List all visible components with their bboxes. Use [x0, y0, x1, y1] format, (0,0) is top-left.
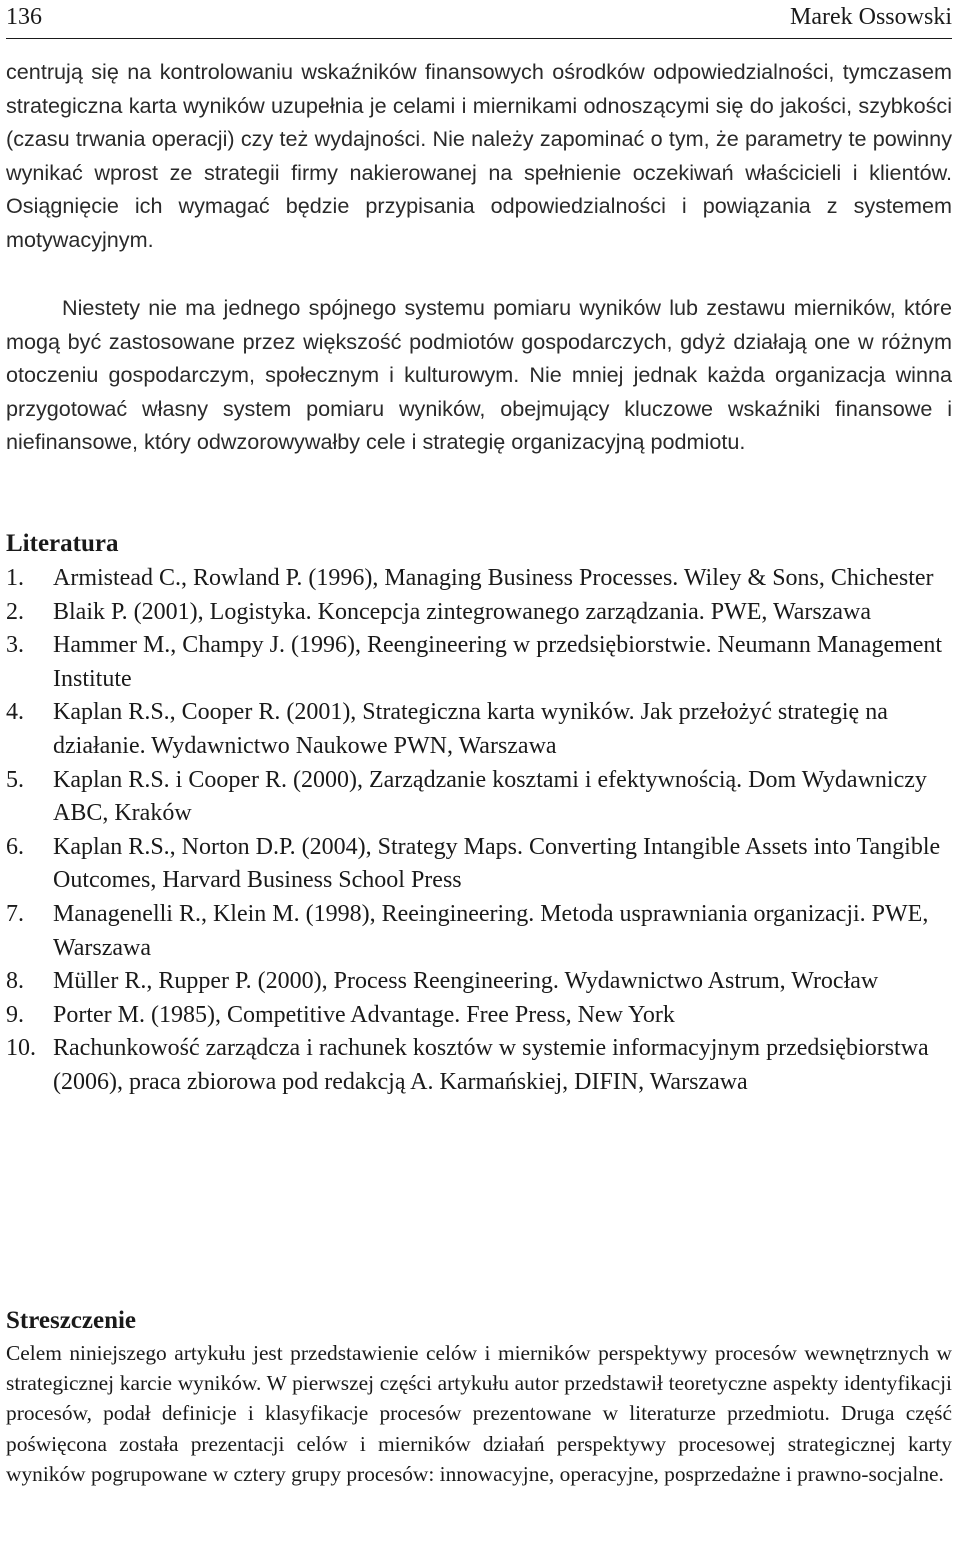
reference-text: Managenelli R., Klein M. (1998), Reeingineering. Metoda usprawniania organizacji. PWE, Warszawa: [53, 900, 929, 961]
reference-item: [6, 831, 952, 898]
reference-item: [6, 999, 952, 1033]
reference-item: [6, 562, 952, 596]
reference-item: [6, 696, 952, 763]
reference-number: 8.: [6, 968, 24, 995]
page-number: 136: [6, 4, 42, 30]
reference-item: [6, 629, 952, 696]
reference-item: [6, 1032, 952, 1099]
body-paragraph-1: [6, 55, 952, 256]
reference-number: 4.: [6, 699, 24, 726]
reference-list: [6, 562, 952, 1100]
reference-number: 5.: [6, 766, 24, 793]
reference-number: 7.: [6, 900, 24, 927]
reference-item: [6, 596, 952, 630]
reference-text: Blaik P. (2001), Logistyka. Koncepcja zintegrowanego zarządzania. PWE, Warszawa: [53, 598, 871, 625]
reference-text: Porter M. (1985), Competitive Advantage. Free Press, New York: [53, 1001, 675, 1028]
reference-item: [6, 965, 952, 999]
reference-item: [6, 764, 952, 831]
reference-number: 10.: [6, 1035, 36, 1062]
reference-text: Kaplan R.S., Norton D.P. (2004), Strategy Maps. Converting Intangible Assets into Tangible Outcomes, Harvard Business School Press: [53, 833, 941, 894]
reference-item: [6, 898, 952, 965]
reference-text: Müller R., Rupper P. (2000), Process Reengineering. Wydawnictwo Astrum, Wrocław: [53, 968, 879, 995]
abstract-heading: Streszczenie: [6, 1307, 137, 1334]
literature-heading: Literatura: [6, 530, 119, 557]
body-paragraph-2: [6, 291, 952, 459]
reference-text: Armistead C., Rowland P. (1996), Managing Business Processes. Wiley & Sons, Chichester: [53, 565, 934, 591]
reference-number: 6.: [6, 833, 24, 860]
reference-number: 2.: [6, 598, 24, 625]
reference-number: 3.: [6, 632, 24, 659]
paragraph-text: Niestety nie ma jednego spójnego systemu pomiaru wyników lub zestawu mierników, które mogą być zastosowane przez większość podmiotów gospodarczych, gdyż działają one w różnym otoczeniu gospodarczym, społecznym i kulturowym. Nie mniej jednak każda organizacja winna przygotować własny system pomiaru wyników, obejmujący kluczowe wskaźniki finansowe i niefinansowe, który odwzorowywałby cele i strategię organizacyjną podmiotu.: [6, 295, 952, 454]
running-header-author: Marek Ossowski: [790, 4, 952, 30]
reference-text: Kaplan R.S., Cooper R. (2001), Strategiczna karta wyników. Jak przełożyć strategię na działanie. Wydawnictwo Naukowe PWN, Warszawa: [53, 699, 888, 759]
reference-text: Rachunkowość zarządcza i rachunek kosztów w systemie informacyjnym przedsiębiorstwa (2006), praca zbiorowa pod redakcją A. Karmańskiej, DIFIN, Warszawa: [53, 1035, 929, 1095]
running-header: [6, 0, 952, 39]
paragraph-text: centrują się na kontrolowaniu wskaźników finansowych ośrodków odpowiedzialności, tymczasem strategiczna karta wyników uzupełnia je celami i miernikami odnoszącymi się do jakości, szybkości (czasu trwania operacji) czy też wydajności. Nie należy zapominać o tym, że parametry te powinny wynikać wprost ze strategii firmy nakierowanej na spełnienie oczekiwań właścicieli i klientów. Osiągnięcie ich wymagać będzie przypisania odpowiedzialności i powiązania z systemem motywacyjnym.: [6, 59, 952, 252]
reference-number: 1.: [6, 565, 24, 591]
reference-number: 9.: [6, 1001, 24, 1028]
reference-text: Kaplan R.S. i Cooper R. (2000), Zarządzanie kosztami i efektywnością. Dom Wydawniczy ABC, Kraków: [53, 766, 927, 827]
abstract-text: Celem niniejszego artykułu jest przedstawienie celów i mierników perspektywy procesów wewnętrznych w strategicznej karcie wyników. W pierwszej części artykułu autor przedstawił teoretyczne aspekty identyfikacji procesów, podał definicje i klasyfikacje procesów prezentowane w literaturze przedmiotu. Druga część poświęcona została prezentacji celów i mierników działań perspektywy procesowej strategicznej karty wyników pogrupowane w cztery grupy procesów: innowacyjne, operacyjne, posprzedażne i prawno-socjalne.: [6, 1341, 952, 1486]
reference-text: Hammer M., Champy J. (1996), Reengineering w przedsiębiorstwie. Neumann Management Institute: [53, 632, 943, 692]
